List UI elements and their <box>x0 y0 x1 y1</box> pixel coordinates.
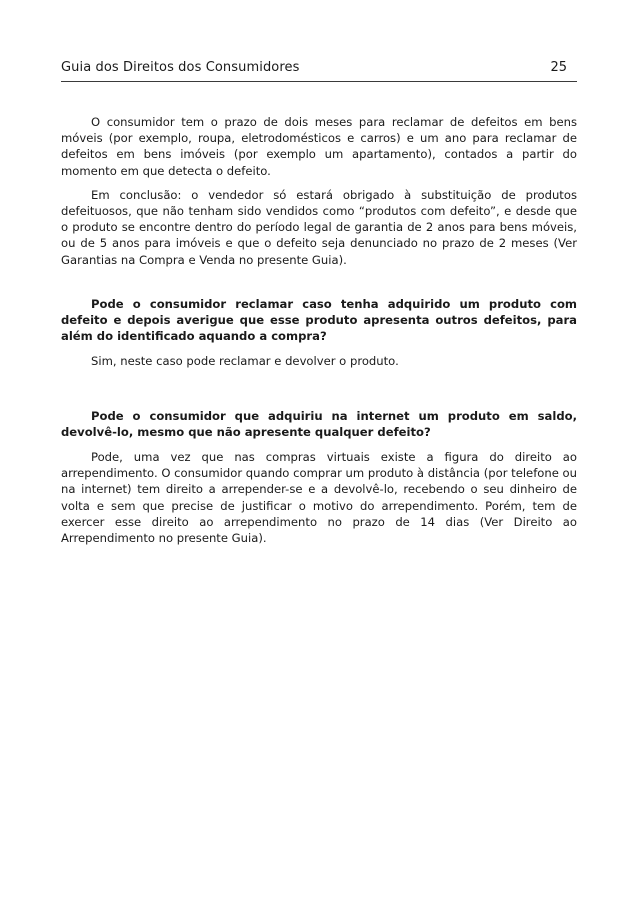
page-header <box>61 60 577 82</box>
question-online-sale-return: Pode o consumidor que adquiriu na internet um produto em saldo, devolvê-lo, mesmo que não apresente qualquer defeito? <box>61 408 577 439</box>
header-title: Guia dos Direitos dos Consumidores <box>61 60 300 75</box>
answer-online-sale-return: Pode, uma vez que nas compras virtuais existe a figura do direito ao arrependimento. O consumidor quando comprar um produto à distância (por telefone ou na internet) tem direito a arrepender-se e a devolvê-lo, recebendo o seu dinheiro de volta e sem que precise de justificar o motivo do arrependimento. Porém, tem de exercer esse direito ao arrependimento no prazo de 14 dias (Ver Direito ao Arrependimento no presente Guia). <box>61 450 577 546</box>
page-body <box>61 114 577 546</box>
paragraph-defect-deadlines: O consumidor tem o prazo de dois meses para reclamar de defeitos em bens móveis (por exemplo, roupa, eletrodomésticos e carros) e um ano para reclamar de defeitos em bens imóveis (por exemplo um apartamento), contados a partir do momento em que detecta o defeito. <box>61 115 577 178</box>
page-number: 25 <box>550 60 567 75</box>
answer-other-defects: Sim, neste caso pode reclamar e devolver o produto. <box>91 354 399 369</box>
paragraph-conclusion: Em conclusão: o vendedor só estará obrigado à substituição de produtos defeituosos, que não tenham sido vendidos como “produtos com defeito”, e desde que o produto se encontre dentro do período legal de garantia de 2 anos para bens móveis, ou de 5 anos para imóveis e que o defeito seja denunciado no prazo de 2 meses (Ver Garantias na Compra e Venda no presente Guia). <box>61 187 577 267</box>
question-other-defects: Pode o consumidor reclamar caso tenha adquirido um produto com defeito e depois averigue que esse produto apresenta outros defeitos, para além do identificado aquando a compra? <box>61 296 577 344</box>
